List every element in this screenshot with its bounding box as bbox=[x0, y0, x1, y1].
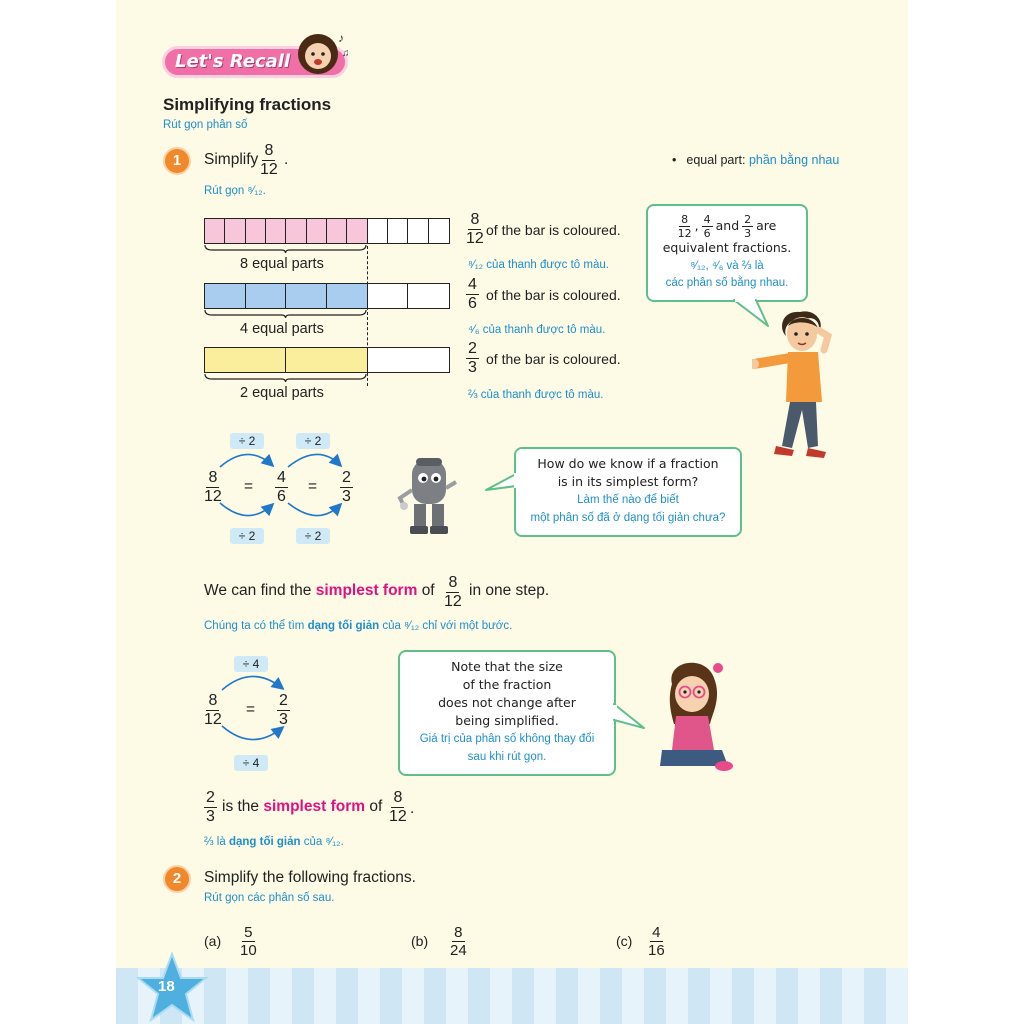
item-c-fraction: $\frac{4}{16}$ bbox=[648, 924, 665, 959]
section-title: Simplifying fractions bbox=[163, 95, 332, 114]
top-op-2: ÷ 2 bbox=[296, 433, 330, 449]
conclusion-vi: ⅔ là dạng tối giản của ⁸⁄₁₂. bbox=[204, 836, 344, 848]
page bbox=[116, 0, 908, 1024]
bar-label: 8 equal parts bbox=[240, 256, 324, 272]
bar-caption: of the bar is coloured. bbox=[486, 351, 621, 367]
bar-fraction: $\frac{4}{6}$ bbox=[468, 276, 477, 312]
chain-frac-1: $\frac{8}{12}$ bbox=[204, 469, 222, 505]
bottom-op-2: ÷ 2 bbox=[296, 528, 330, 544]
dashed-guide-line bbox=[367, 246, 368, 386]
chain2-frac-2: $\frac{2}{3}$ bbox=[279, 692, 288, 728]
boy-pointing-illustration bbox=[752, 306, 852, 466]
shaded-part bbox=[246, 219, 266, 243]
shaded-part bbox=[225, 219, 245, 243]
bubble3-tail bbox=[612, 702, 646, 732]
chain2-bottom-op: ÷ 4 bbox=[234, 755, 268, 771]
item-a-fraction: $\frac{5}{10}$ bbox=[240, 924, 257, 959]
badge-text: Let's Recall bbox=[175, 51, 291, 72]
svg-text:♪: ♪ bbox=[338, 31, 344, 45]
shaded-part bbox=[347, 219, 367, 243]
q1-prompt-vi: Rút gọn ⁸⁄₁₂. bbox=[204, 185, 266, 197]
item-b-fraction: $\frac{8}{24}$ bbox=[450, 924, 467, 959]
unshaded-part bbox=[368, 284, 409, 308]
unshaded-part bbox=[368, 348, 449, 372]
unshaded-part bbox=[408, 219, 428, 243]
bottom-op-1: ÷ 2 bbox=[230, 528, 264, 544]
chain-frac-2: $\frac{4}{6}$ bbox=[277, 469, 286, 505]
conclusion-frac-2: $\frac{8}{12}$ bbox=[389, 789, 407, 825]
shaded-part bbox=[246, 284, 287, 308]
fraction-bar bbox=[204, 347, 450, 373]
unshaded-part bbox=[368, 219, 388, 243]
chain2-eq: = bbox=[246, 701, 256, 718]
bar-caption: of the bar is coloured. bbox=[486, 287, 621, 303]
chain-eq-1: = bbox=[244, 478, 254, 495]
vocab-note: • equal part: phần bằng nhau bbox=[672, 153, 840, 167]
shaded-part bbox=[205, 284, 246, 308]
item-a-label: (a) bbox=[204, 933, 222, 949]
one-step-post: in one step. bbox=[469, 582, 550, 599]
shaded-part bbox=[327, 284, 368, 308]
q2-prompt: Simplify the following fractions. bbox=[204, 869, 416, 886]
bar-caption: of the bar is coloured. bbox=[486, 222, 621, 238]
brace bbox=[204, 309, 371, 319]
shaded-part bbox=[327, 219, 347, 243]
singer-girl-icon bbox=[288, 26, 352, 82]
conclusion-period: . bbox=[410, 800, 415, 817]
chain2-top-op: ÷ 4 bbox=[234, 656, 268, 672]
svg-text:♫: ♫ bbox=[342, 48, 350, 59]
shaded-part bbox=[205, 348, 286, 372]
question-2-badge: 2 bbox=[163, 865, 191, 893]
shaded-part bbox=[266, 219, 286, 243]
bar-caption-vi: ⅔ của thanh được tô màu. bbox=[468, 389, 604, 401]
shaded-part bbox=[307, 219, 327, 243]
q1-prompt: Simplify bbox=[204, 151, 259, 168]
q1-fraction: $\frac{8}{12}$ bbox=[260, 142, 278, 178]
fraction-bar bbox=[204, 283, 450, 309]
unshaded-part bbox=[408, 284, 449, 308]
one-step-sentence: We can find the simplest form of bbox=[204, 582, 435, 599]
q2-prompt-vi: Rút gọn các phân số sau. bbox=[204, 892, 335, 904]
top-op-1: ÷ 2 bbox=[230, 433, 264, 449]
item-c-label: (c) bbox=[616, 933, 633, 949]
footer-stripes bbox=[116, 968, 908, 1024]
bar-fraction: $\frac{2}{3}$ bbox=[468, 340, 477, 376]
robot-illustration bbox=[396, 456, 466, 542]
conclusion-frac: $\frac{2}{3}$ bbox=[206, 789, 215, 825]
question-1-badge: 1 bbox=[163, 147, 191, 175]
one-step-vi: Chúng ta có thể tìm dạng tối giản của ⁸⁄₁₂ chỉ với một bước. bbox=[204, 620, 513, 632]
unshaded-part bbox=[388, 219, 408, 243]
girl-thinking-illustration bbox=[652, 654, 736, 778]
page-number: 18 bbox=[158, 978, 175, 995]
item-b-label: (b) bbox=[411, 933, 429, 949]
chain-eq-2: = bbox=[308, 478, 318, 495]
unshaded-part bbox=[429, 219, 449, 243]
chain-frac-3: $\frac{2}{3}$ bbox=[342, 469, 351, 505]
section-subtitle-vi: Rút gọn phân số bbox=[163, 119, 248, 131]
brace bbox=[204, 244, 371, 254]
note-bubble: Note that the size of the fraction does not change after being simplified. Giá trị của phân số không thay đổi sau khi rút gọn. bbox=[398, 650, 616, 776]
shaded-part bbox=[286, 348, 367, 372]
shaded-part bbox=[286, 284, 327, 308]
fraction-bar bbox=[204, 218, 450, 244]
conclusion-sentence: is the simplest form of bbox=[222, 798, 383, 815]
bar-fraction: $\frac{8}{12}$ bbox=[466, 211, 484, 247]
chain2-frac-1: $\frac{8}{12}$ bbox=[204, 692, 222, 728]
bubble2-tail bbox=[484, 470, 518, 494]
bar-caption-vi: ⁴⁄₆ của thanh được tô màu. bbox=[468, 324, 606, 336]
bar-label: 2 equal parts bbox=[240, 385, 324, 401]
bar-label: 4 equal parts bbox=[240, 321, 324, 337]
shaded-part bbox=[286, 219, 306, 243]
q1-period: . bbox=[284, 151, 289, 168]
simplest-form-question-bubble: How do we know if a fraction is in its simplest form? Làm thế nào để biết một phân số đã ở dạng tối giản chưa? bbox=[514, 447, 742, 537]
shaded-part bbox=[205, 219, 225, 243]
equivalent-fractions-bubble: $\frac{8}{12}$ , $\frac{4}{6}$ and $\frac{2}{3}$ are equivalent fractions. ⁸⁄₁₂, ⁴⁄₆ và ⅔ là các phân số bằng nhau. bbox=[646, 204, 808, 302]
bar-caption-vi: ⁸⁄₁₂ của thanh được tô màu. bbox=[468, 259, 609, 271]
brace bbox=[204, 373, 371, 383]
one-step-fraction: $\frac{8}{12}$ bbox=[444, 574, 462, 610]
